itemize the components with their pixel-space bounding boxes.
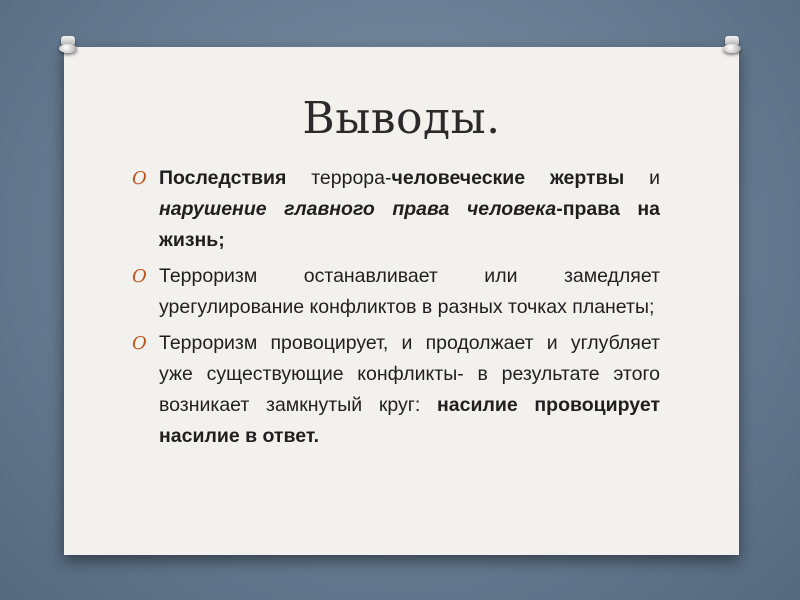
bullet-text: [159, 332, 660, 447]
text-run: Терроризм провоцирует, и продолжает и углубляет уже существующие конфликты- в результате этого возникает замкнутый круг:: [159, 332, 660, 416]
bullet-list: [132, 163, 660, 457]
bullet-marker-icon: O: [132, 266, 147, 287]
pushpin-icon: [725, 36, 739, 54]
bold-phrase: Последствия: [159, 167, 287, 189]
bullet-item: [132, 328, 660, 452]
bullet-text: [159, 167, 660, 251]
slide-title: Выводы.: [302, 93, 501, 144]
bold-phrase: насилие провоцирует насилие в ответ.: [159, 394, 660, 447]
bold-phrase: -права на жизнь;: [159, 198, 660, 251]
bullet-marker-icon: O: [132, 168, 147, 189]
bold-italic-phrase: нарушение главного права человека: [159, 198, 557, 220]
pushpin-icon: [61, 36, 75, 54]
bullet-item: [132, 163, 660, 256]
bold-phrase: человеческие жертвы: [391, 167, 625, 189]
text-run: и: [624, 167, 661, 189]
text-run: террора-: [286, 167, 392, 189]
bullet-marker-icon: O: [132, 333, 147, 354]
bullet-item: [132, 261, 660, 323]
bullet-text: Терроризм останавливает или замедляет урегулирование конфликтов в разных точках планеты;: [159, 265, 660, 318]
